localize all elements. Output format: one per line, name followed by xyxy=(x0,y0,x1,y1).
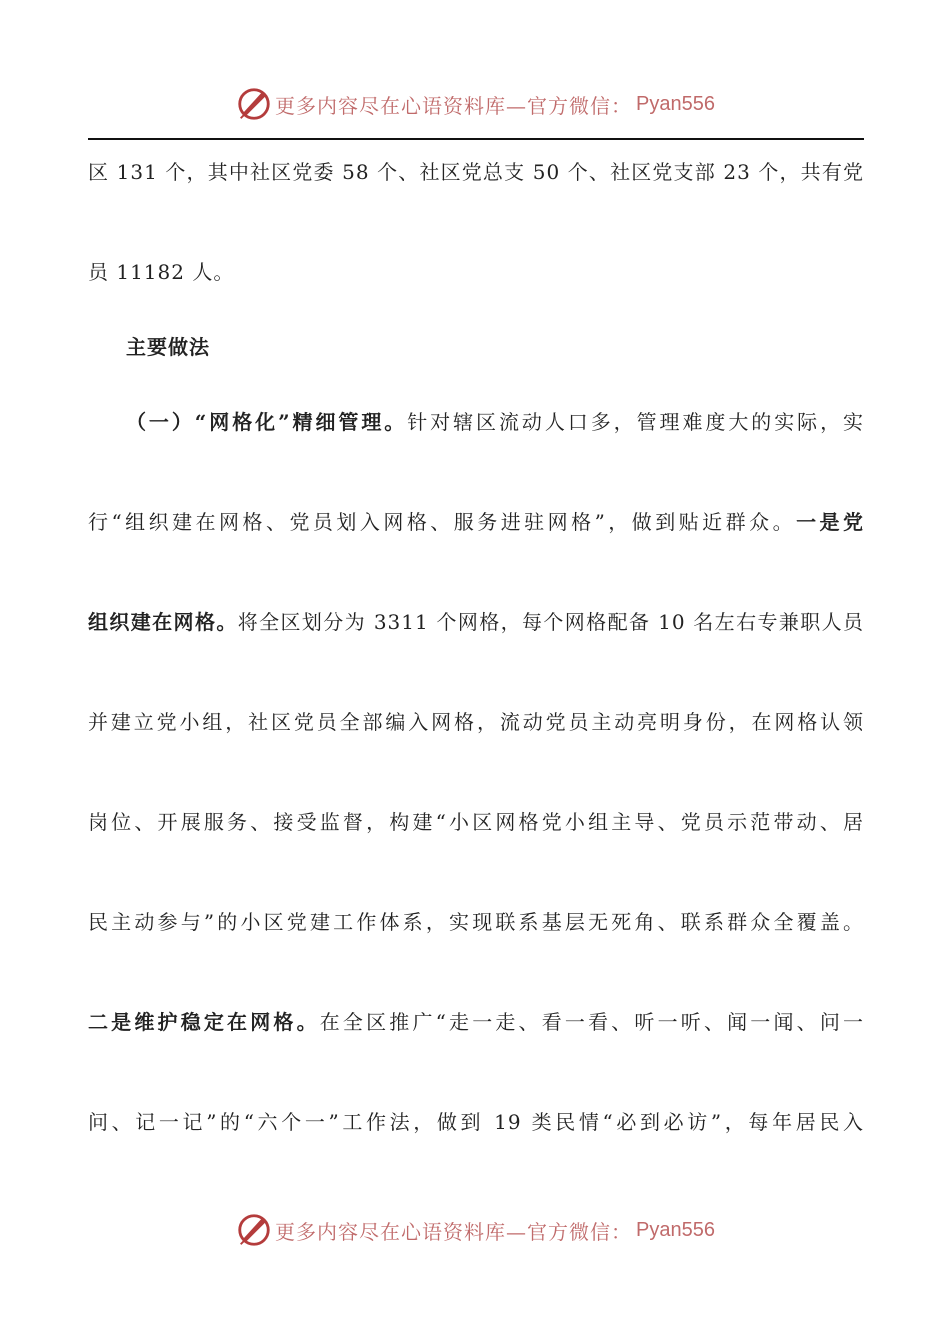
body-line-4-text: 针对辖区流动人口多，管理难度大的实际，实 xyxy=(407,410,864,434)
body-line-2: 员 11182 人。 xyxy=(88,260,235,284)
body-line-5-text: 行“组织建在网格、党员划入网格、服务进驻网格”，做到贴近群众。 xyxy=(88,510,797,534)
pen-logo-icon xyxy=(235,85,273,123)
footer-watermark-text: 更多内容尽在心语资料库—官方微信： xyxy=(275,1219,633,1244)
section-heading: 主要做法 xyxy=(126,335,210,359)
body-line-5 xyxy=(88,507,864,537)
body-line-10 xyxy=(88,1007,864,1037)
body-line-6-text: 将全区划分为 3311 个网格，每个网格配备 10 名左右专兼职人员 xyxy=(237,610,864,634)
header-divider xyxy=(88,138,864,140)
body-line-1: 区 131 个，其中社区党委 58 个、社区党总支 50 个、社区党支部 23 个，共有党 xyxy=(88,160,864,184)
body-line-7: 并建立党小组，社区党员全部编入网格，流动党员主动亮明身份，在网格认领 xyxy=(88,710,864,734)
pen-logo-icon xyxy=(235,1211,273,1249)
header-wechat-id: Pyan556 xyxy=(636,92,715,115)
footer-wechat-id: Pyan556 xyxy=(636,1218,715,1241)
point-one-start: 一是党 xyxy=(796,510,864,534)
body-line-11: 问、记一记”的“六个一”工作法，做到 19 类民情“必到必访”，每年居民入 xyxy=(88,1110,864,1134)
point-two-title: 二是维护稳定在网格。 xyxy=(88,1010,320,1034)
point-one-end: 组织建在网格。 xyxy=(88,610,238,634)
body-line-6 xyxy=(88,607,864,637)
subsection-title: （一）“网格化”精细管理。 xyxy=(126,410,408,434)
body-line-9: 民主动参与”的小区党建工作体系，实现联系基层无死角、联系群众全覆盖。 xyxy=(88,910,864,934)
body-line-10-text: 在全区推广“走一走、看一看、听一听、闻一闻、问一 xyxy=(319,1010,864,1034)
header-watermark xyxy=(0,84,950,124)
body-line-4 xyxy=(126,407,864,437)
header-watermark-text: 更多内容尽在心语资料库—官方微信： xyxy=(275,93,633,118)
footer-watermark xyxy=(0,1210,950,1250)
body-line-8: 岗位、开展服务、接受监督，构建“小区网格党小组主导、党员示范带动、居 xyxy=(88,810,864,834)
